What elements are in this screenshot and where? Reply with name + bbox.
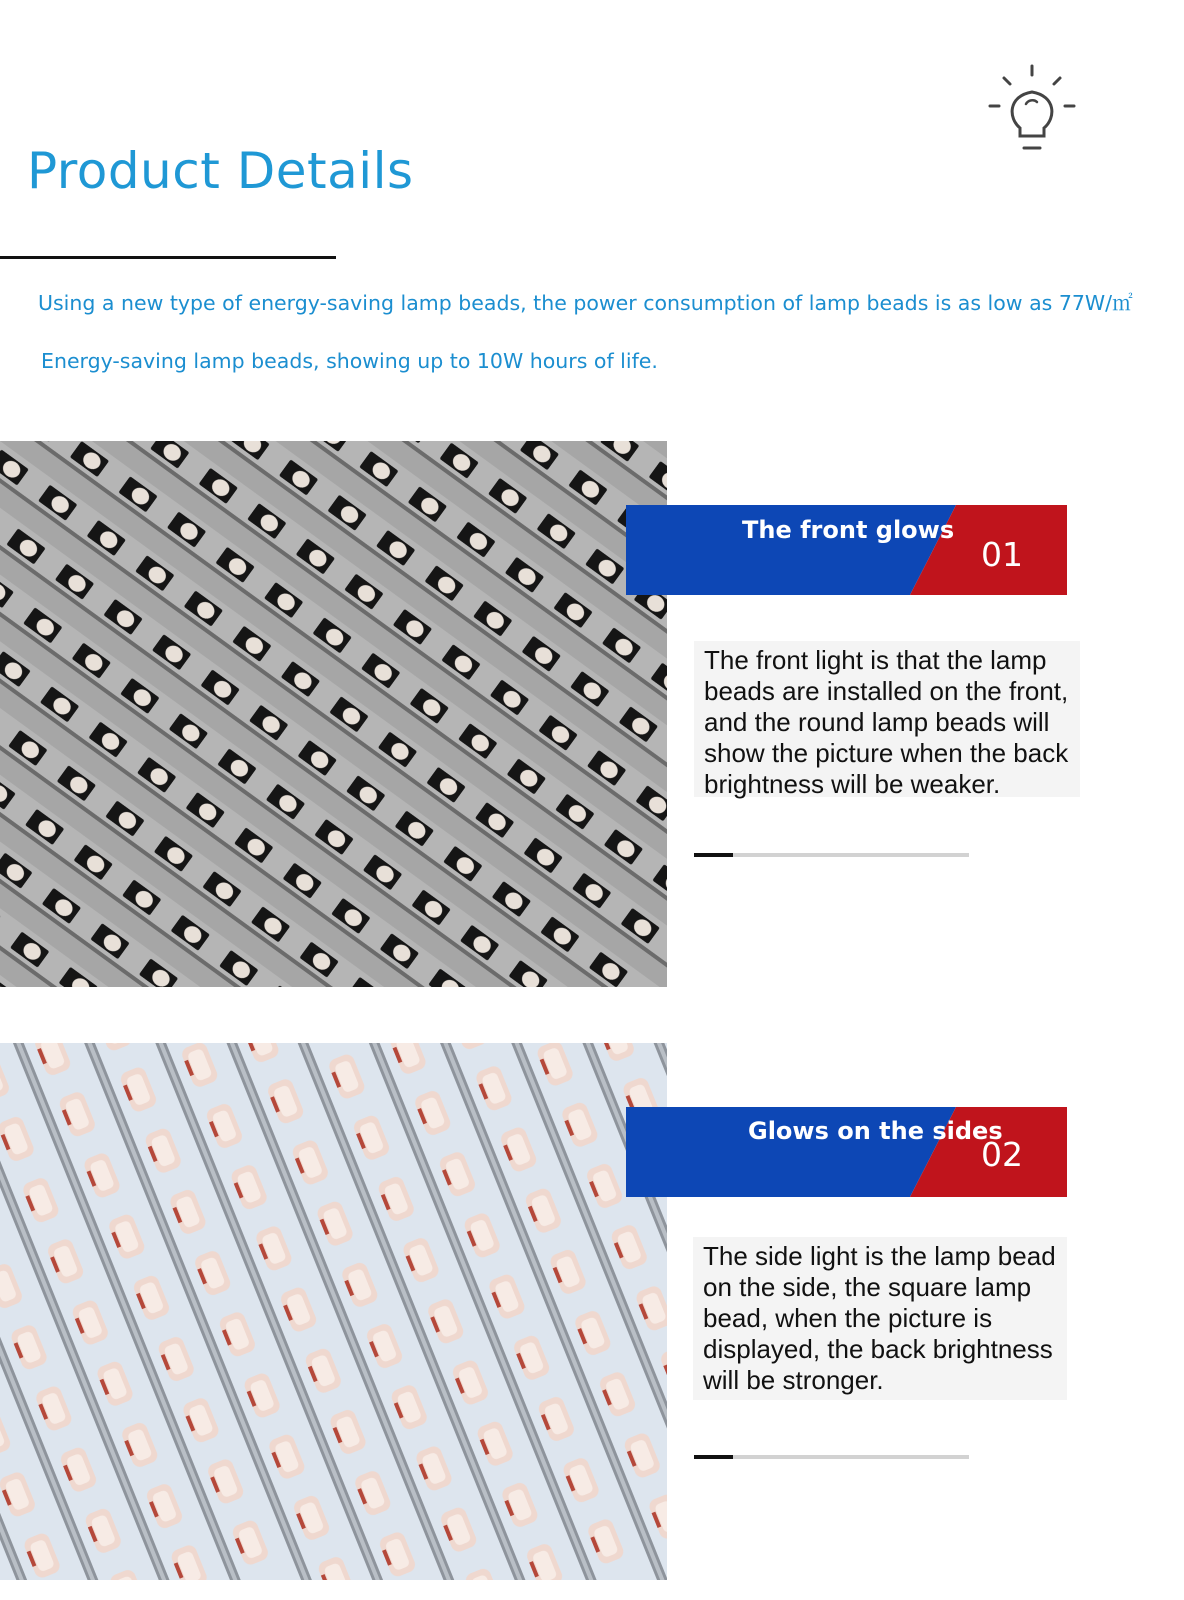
- intro-line-1: Using a new type of energy-saving lamp beads, the power consumption of lamp beads is as low as 77W/㎡: [38, 291, 1133, 315]
- feature-description: The front light is that the lamp beads are installed on the front, and the round lamp beads will show the picture when the back brightness will be weaker.: [694, 641, 1080, 797]
- title-underline: [0, 256, 336, 259]
- progress-fill: [694, 1455, 733, 1459]
- feature-description: The side light is the lamp bead on the side, the square lamp bead, when the picture is displayed, the back brightness will be stronger.: [693, 1237, 1067, 1400]
- page-title: Product Details: [27, 142, 414, 200]
- feature-label: The front glows: [742, 516, 955, 544]
- feature-ribbon-side: [626, 1107, 1067, 1197]
- feature-number: 02: [981, 1135, 1023, 1174]
- lightbulb-icon: [982, 60, 1082, 160]
- progress-bar: [694, 1455, 969, 1459]
- progress-bar: [694, 853, 969, 857]
- feature-label: Glows on the sides: [748, 1117, 1003, 1145]
- feature-number: 01: [981, 535, 1023, 574]
- intro-line-2: Energy-saving lamp beads, showing up to 10W hours of life.: [41, 349, 658, 373]
- feature-ribbon-front: [626, 505, 1067, 595]
- progress-fill: [694, 853, 733, 857]
- front-glow-photo: [0, 441, 667, 987]
- side-glow-photo: [0, 1043, 667, 1580]
